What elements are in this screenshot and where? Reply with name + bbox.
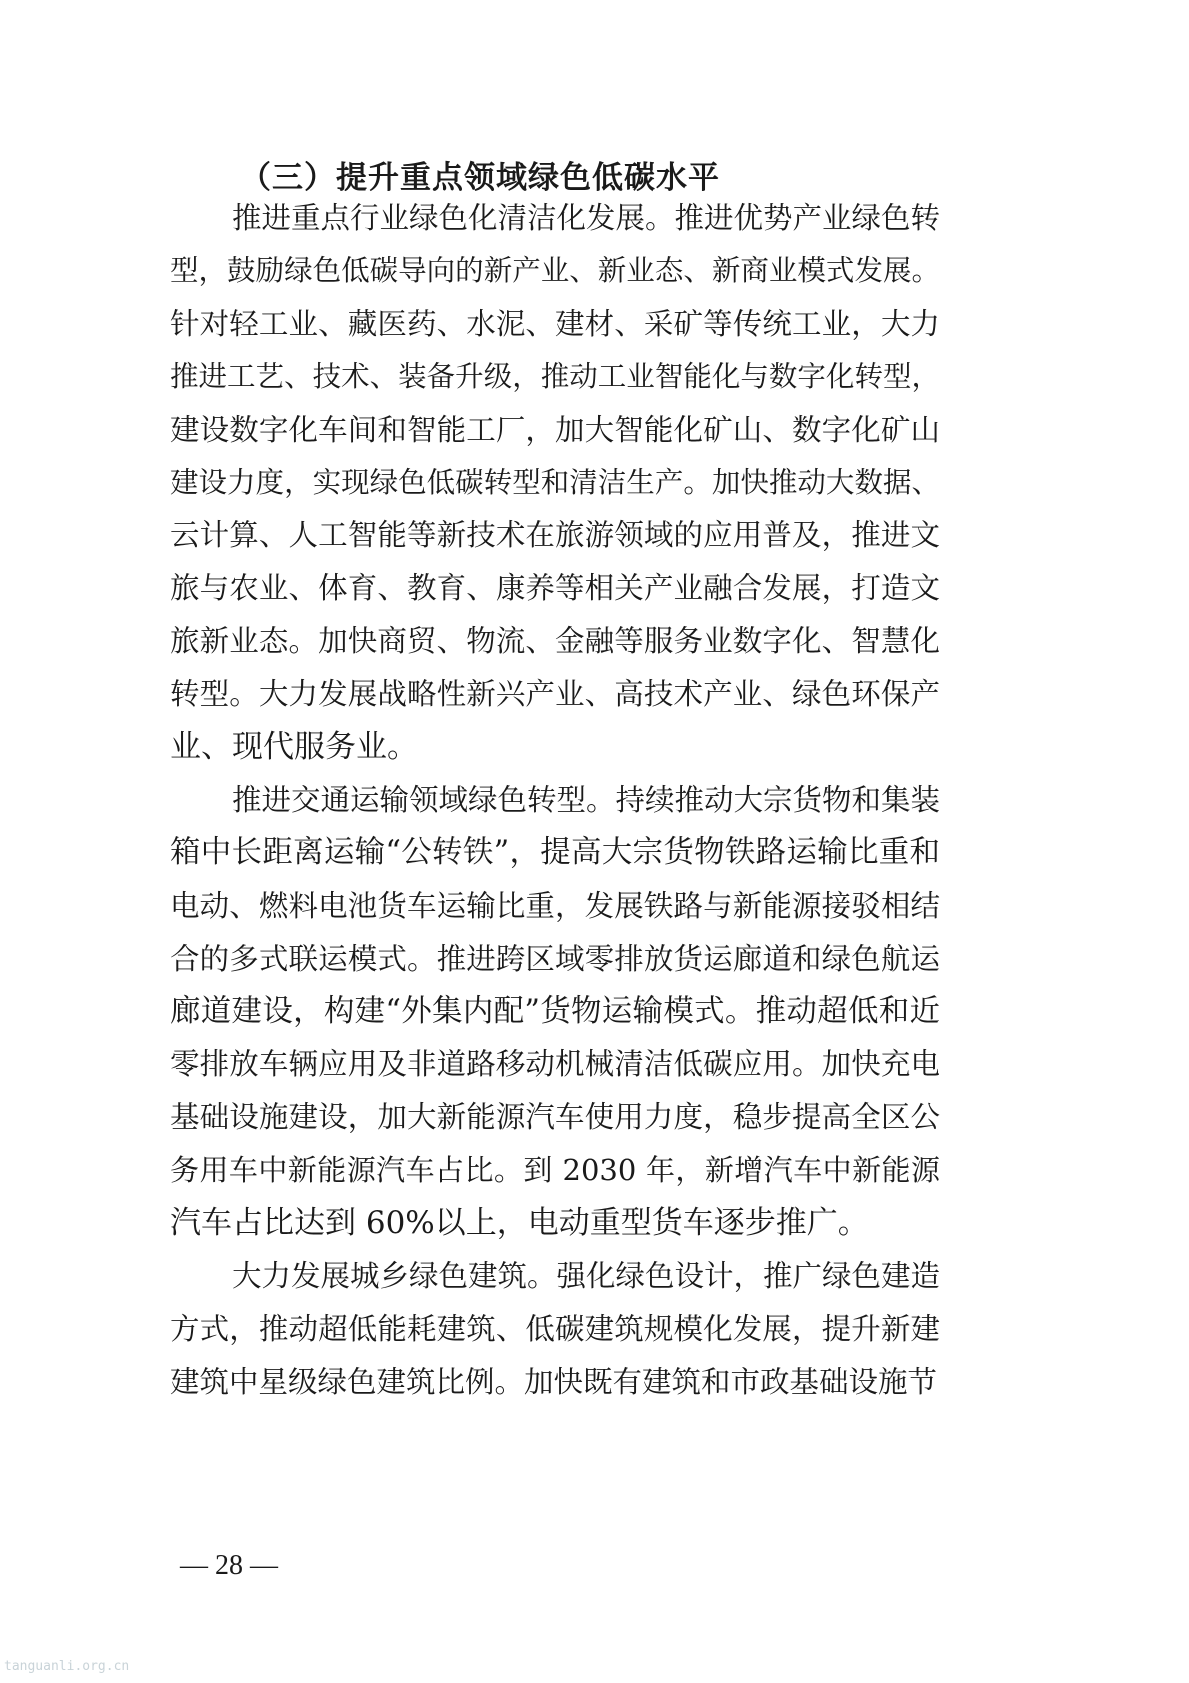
- paragraph-line: 汽车占比达到 60%以上，电动重型货车逐步推广。: [170, 1205, 869, 1242]
- paragraph-line: 转型。大力发展战略性新兴产业、高技术产业、绿色环保产: [170, 677, 940, 712]
- paragraph-line: 型，鼓励绿色低碳导向的新产业、新业态、新商业模式发展。: [170, 253, 940, 287]
- paragraph-first-line: 推进重点行业绿色化清洁化发展。推进优势产业绿色转: [232, 201, 941, 235]
- paragraph-line: 建设力度，实现绿色低碳转型和清洁生产。加快推动大数据、: [170, 465, 940, 499]
- paragraph-line: 务用车中新能源汽车占比。到 2030 年，新增汽车中新能源: [170, 1153, 940, 1188]
- paragraph-line: 业、现代服务业。: [170, 729, 418, 765]
- paragraph-line: 方式，推动超低能耗建筑、低碳建筑规模化发展，提升新建: [170, 1311, 940, 1346]
- section-heading: （三）提升重点领域绿色低碳水平: [240, 160, 720, 196]
- paragraph-first-line: 大力发展城乡绿色建筑。强化绿色设计，推广绿色建造: [232, 1259, 941, 1293]
- paragraph-line: 建筑中星级绿色建筑比例。加快既有建筑和市政基础设施节: [170, 1364, 938, 1399]
- paragraph-line: 针对轻工业、藏医药、水泥、建材、采矿等传统工业，大力: [170, 306, 940, 341]
- paragraph-line: 旅新业态。加快商贸、物流、金融等服务业数字化、智慧化: [170, 624, 940, 659]
- paragraph-line: 合的多式联运模式。推进跨区域零排放货运廊道和绿色航运: [170, 941, 940, 976]
- paragraph-line: 电动、燃料电池货车运输比重，发展铁路与新能源接驳相结: [170, 888, 940, 923]
- paragraph-line: 云计算、人工智能等新技术在旅游领域的应用普及，推进文: [170, 518, 940, 553]
- paragraph-line: 零排放车辆应用及非道路移动机械清洁低碳应用。加快充电: [170, 1047, 940, 1082]
- page-number: — 28 —: [180, 1550, 278, 1581]
- paragraph-first-line: 推进交通运输领域绿色转型。持续推动大宗货物和集装: [232, 782, 941, 817]
- paragraph-line: 建设数字化车间和智能工厂，加大智能化矿山、数字化矿山: [170, 412, 940, 447]
- paragraph-line: 旅与农业、体育、教育、康养等相关产业融合发展，打造文: [170, 571, 940, 606]
- watermark: tanguanli.org.cn: [4, 1659, 130, 1674]
- paragraph-line: 箱中长距离运输“公转铁”，提高大宗货物铁路运输比重和: [170, 834, 940, 870]
- paragraph-line: 廊道建设，构建“外集内配”货物运输模式。推动超低和近: [170, 993, 940, 1029]
- paragraph-line: 基础设施建设，加大新能源汽车使用力度，稳步提高全区公: [170, 1100, 940, 1135]
- paragraph-line: 推进工艺、技术、装备升级，推动工业智能化与数字化转型，: [170, 359, 940, 393]
